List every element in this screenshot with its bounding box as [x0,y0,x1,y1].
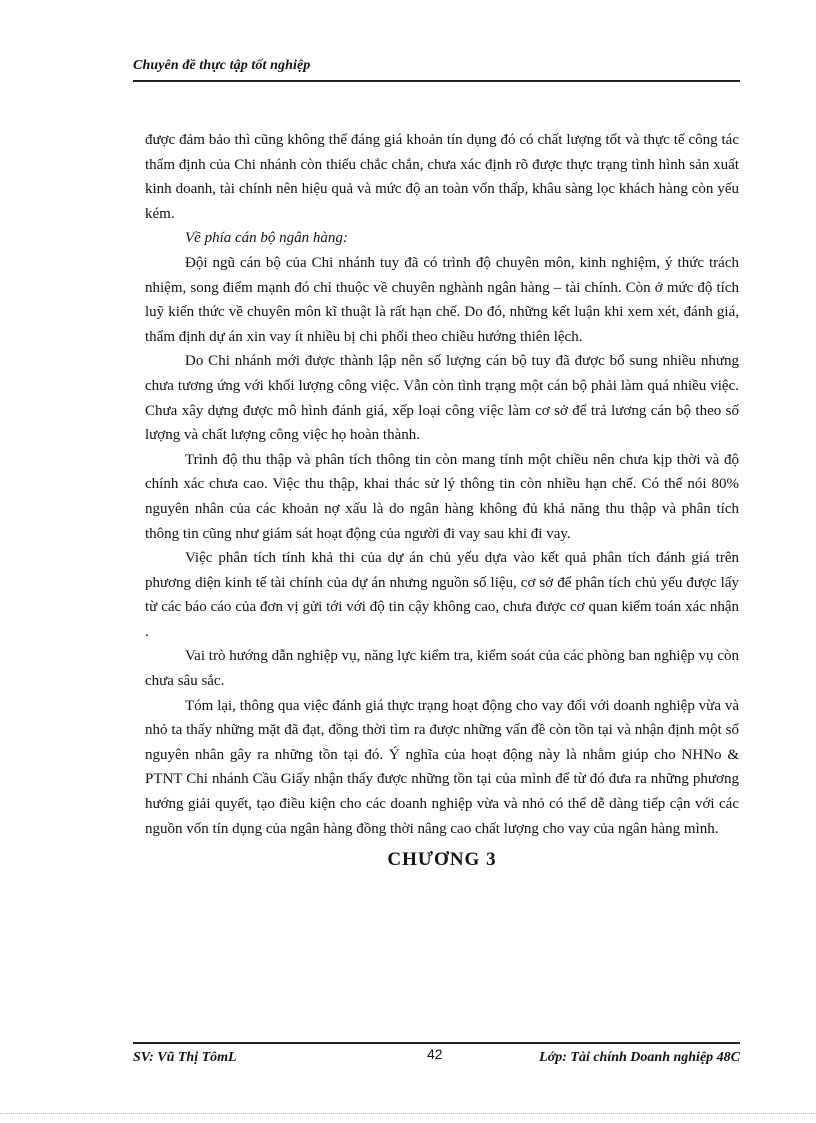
page-header [133,58,740,82]
paragraph-staff-expertise: Đội ngũ cán bộ của Chi nhánh tuy đã có trình độ chuyên môn, kinh nghiệm, ý thức trách nhiệm, song điểm mạnh đó chỉ thuộc về chuyên nghành ngân hàng – tài chính. Còn ở mức độ tích luỹ kiến thức về chuyên môn kĩ thuật là rất hạn chế. Do đó, những kết luận khi xem xét, đánh giá, thẩm định dự án xin vay ít nhiều bị chi phối theo chiều hướng thiên lệch. [145,254,739,345]
header-title: Chuyên đề thực tập tốt nghiệp [133,58,311,73]
footer-student-name: SV: Vũ Thị TômL [133,1050,237,1065]
page-edge-divider [0,1113,816,1114]
chapter-heading: CHƯƠNG 3 [387,849,497,871]
paragraph-feasibility-analysis: Việc phân tích tính khả thi của dự án chủ yếu dựa vào kết quả phân tích đánh giá trên phương diện kinh tế tài chính của dự án nhưng nguồn số liệu, cơ sở để phân tích chủ yếu được lấy từ các báo cáo của đơn vị gửi tới với độ tin cậy không cao, chưa được cơ quan kiểm toán xác nhận . [145,550,739,640]
document-body [145,128,739,871]
section-subheading: Về phía cán bộ ngân hàng: [185,230,348,247]
paragraph-information-analysis: Trình độ thu thập và phân tích thông tin còn mang tính một chiều nên chưa kịp thời và độ chính xác chưa cao. Việc thu thập, khai thác sử lý thông tin còn nhiều hạn chế. Có thể nói 80% nguyên nhân của các khoản nợ xấu là do ngân hàng không đủ khả năng thu thập và phân tích thông tin cũng như giám sát hoạt động của người đi vay sau khi đi vay. [145,451,739,542]
paragraph-continuation: được đảm bảo thì cũng không thể đáng giá khoản tín dụng đó có chất lượng tốt và thực tế công tác thẩm định của Chi nhánh còn thiếu chắc chắn, chưa xác định rõ được thực trạng tình hình sản xuất kinh doanh, tài chính nên hiệu quả và mức độ an toàn vốn thấp, khâu sàng lọc khách hàng còn yếu kém. [145,132,739,222]
footer-class-name: Lớp: Tài chính Doanh nghiệp 48C [539,1050,740,1065]
paragraph-guidance-role: Vai trò hướng dẫn nghiệp vụ, năng lực kiểm tra, kiểm soát của các phòng ban nghiệp vụ còn chưa sâu sắc. [145,648,739,690]
paragraph-staff-numbers: Do Chi nhánh mới được thành lập nên số lượng cán bộ tuy đã được bổ sung nhiều nhưng chưa tương ứng với khối lượng công việc. Vẫn còn tình trạng một cán bộ phải làm quá nhiều việc. Chưa xây dựng được mô hình đánh giá, xếp loại công việc làm cơ sở để trả lương cán bộ theo số lượng và chất lượng công việc họ hoàn thành. [145,353,739,444]
page-number: 42 [427,1046,443,1062]
paragraph-summary: Tóm lại, thông qua việc đánh giá thực trạng hoạt động cho vay đối với doanh nghiệp vừa và nhỏ ta thấy những mặt đã đạt, đồng thời tìm ra được những vấn đề còn tồn tại và nhận định một số nguyên nhân gây ra những tồn tại đó. Ý nghĩa của hoạt động này là nhằm giúp cho NHNo & PTNT Chi nhánh Cầu Giấy nhận thấy được những tồn tại của mình để từ đó đưa ra những phương hướng giải quyết, tạo điều kiện cho các doanh nghiệp vừa và nhỏ có thể dễ dàng tiếp cận với các nguồn vốn tín dụng của ngân hàng đồng thời nâng cao chất lượng cho vay của ngân hàng mình. [145,697,739,837]
page-footer [133,1042,740,1070]
